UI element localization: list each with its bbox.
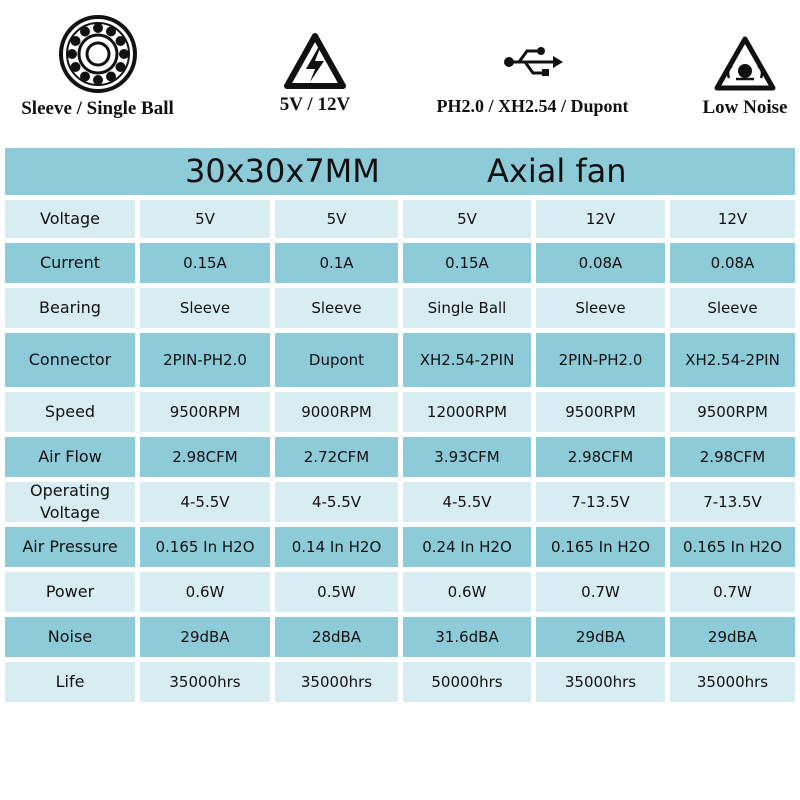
- table-cell: 7-13.5V: [670, 482, 795, 522]
- feature-label: 5V / 12V: [279, 94, 351, 115]
- table-row-air-flow: [5, 437, 795, 477]
- table-title-bar: [5, 148, 795, 195]
- table-cell: 29dBA: [670, 617, 795, 657]
- feature-bearing: [0, 0, 195, 120]
- table-cell: 7-13.5V: [536, 482, 665, 522]
- table-cell: 0.15A: [140, 243, 270, 283]
- table-cell: 50000hrs: [403, 662, 531, 702]
- table-cell: 9500RPM: [536, 392, 665, 432]
- table-cell: Sleeve: [140, 288, 270, 328]
- table-cell: 2.98CFM: [536, 437, 665, 477]
- table-cell: 2.72CFM: [275, 437, 398, 477]
- table-cell: XH2.54-2PIN: [403, 333, 531, 387]
- table-cell: 4-5.5V: [403, 482, 531, 522]
- table-cell: 9000RPM: [275, 392, 398, 432]
- table-cell: 0.14 In H2O: [275, 527, 398, 567]
- table-row-life: [5, 662, 795, 702]
- table-cell: 0.15A: [403, 243, 531, 283]
- row-header: Operating Voltage: [5, 482, 135, 522]
- table-cell: 12000RPM: [403, 392, 531, 432]
- table-cell: 4-5.5V: [140, 482, 270, 522]
- bearing-icon: [58, 14, 138, 94]
- table-row-voltage: [5, 200, 795, 238]
- table-cell: 0.165 In H2O: [670, 527, 795, 567]
- table-title-type: Axial fan: [487, 152, 627, 190]
- usb-icon: [501, 42, 565, 82]
- table-cell: 35000hrs: [536, 662, 665, 702]
- table-cell: 29dBA: [536, 617, 665, 657]
- table-row-speed: [5, 392, 795, 432]
- feature-label: PH2.0 / XH2.54 / Dupont: [436, 96, 629, 116]
- row-header: Power: [5, 572, 135, 612]
- table-cell: 2PIN-PH2.0: [140, 333, 270, 387]
- table-cell: 5V: [275, 200, 398, 238]
- table-cell: Sleeve: [275, 288, 398, 328]
- table-cell: 5V: [140, 200, 270, 238]
- table-cell: 0.08A: [670, 243, 795, 283]
- row-header: Bearing: [5, 288, 135, 328]
- row-header: Air Flow: [5, 437, 135, 477]
- table-cell: 2PIN-PH2.0: [536, 333, 665, 387]
- table-cell: 2.98CFM: [140, 437, 270, 477]
- table-row-bearing: [5, 288, 795, 328]
- table-cell: 0.7W: [536, 572, 665, 612]
- feature-noise: [680, 0, 800, 119]
- table-row-air-pressure: [5, 527, 795, 567]
- table-row-noise: [5, 617, 795, 657]
- table-cell: 12V: [536, 200, 665, 238]
- low-noise-icon: [714, 35, 776, 93]
- table-cell: 9500RPM: [670, 392, 795, 432]
- table-cell: 35000hrs: [140, 662, 270, 702]
- row-header: Noise: [5, 617, 135, 657]
- feature-connector: [415, 0, 650, 117]
- table-cell: Single Ball: [403, 288, 531, 328]
- feature-label: Low Noise: [702, 97, 788, 118]
- row-header: Voltage: [5, 200, 135, 238]
- table-cell: 0.165 In H2O: [140, 527, 270, 567]
- table-title-size: 30x30x7MM: [185, 152, 380, 190]
- table-cell: 0.165 In H2O: [536, 527, 665, 567]
- table-cell: 0.08A: [536, 243, 665, 283]
- table-cell: 35000hrs: [275, 662, 398, 702]
- feature-label: Sleeve / Single Ball: [21, 98, 174, 119]
- table-cell: 0.5W: [275, 572, 398, 612]
- table-cell: 31.6dBA: [403, 617, 531, 657]
- table-cell: 29dBA: [140, 617, 270, 657]
- row-header: Current: [5, 243, 135, 283]
- table-cell: 9500RPM: [140, 392, 270, 432]
- table-cell: 0.6W: [140, 572, 270, 612]
- table-cell: 28dBA: [275, 617, 398, 657]
- table-cell: 5V: [403, 200, 531, 238]
- table-cell: 0.7W: [670, 572, 795, 612]
- table-cell: 4-5.5V: [275, 482, 398, 522]
- table-row-power: [5, 572, 795, 612]
- row-header: Speed: [5, 392, 135, 432]
- table-cell: 2.98CFM: [670, 437, 795, 477]
- table-cell: XH2.54-2PIN: [670, 333, 795, 387]
- table-cell: Sleeve: [536, 288, 665, 328]
- table-row-operating-voltage: [5, 482, 795, 522]
- table-cell: 0.1A: [275, 243, 398, 283]
- table-cell: Dupont: [275, 333, 398, 387]
- row-header: Connector: [5, 333, 135, 387]
- table-row-current: [5, 243, 795, 283]
- row-header: Air Pressure: [5, 527, 135, 567]
- voltage-icon: [283, 30, 347, 94]
- table-cell: 3.93CFM: [403, 437, 531, 477]
- table-cell: 0.24 In H2O: [403, 527, 531, 567]
- table-cell: 0.6W: [403, 572, 531, 612]
- table-cell: Sleeve: [670, 288, 795, 328]
- feature-voltage: [220, 0, 410, 116]
- table-row-connector: [5, 333, 795, 387]
- row-header: Life: [5, 662, 135, 702]
- table-cell: 12V: [670, 200, 795, 238]
- table-cell: 35000hrs: [670, 662, 795, 702]
